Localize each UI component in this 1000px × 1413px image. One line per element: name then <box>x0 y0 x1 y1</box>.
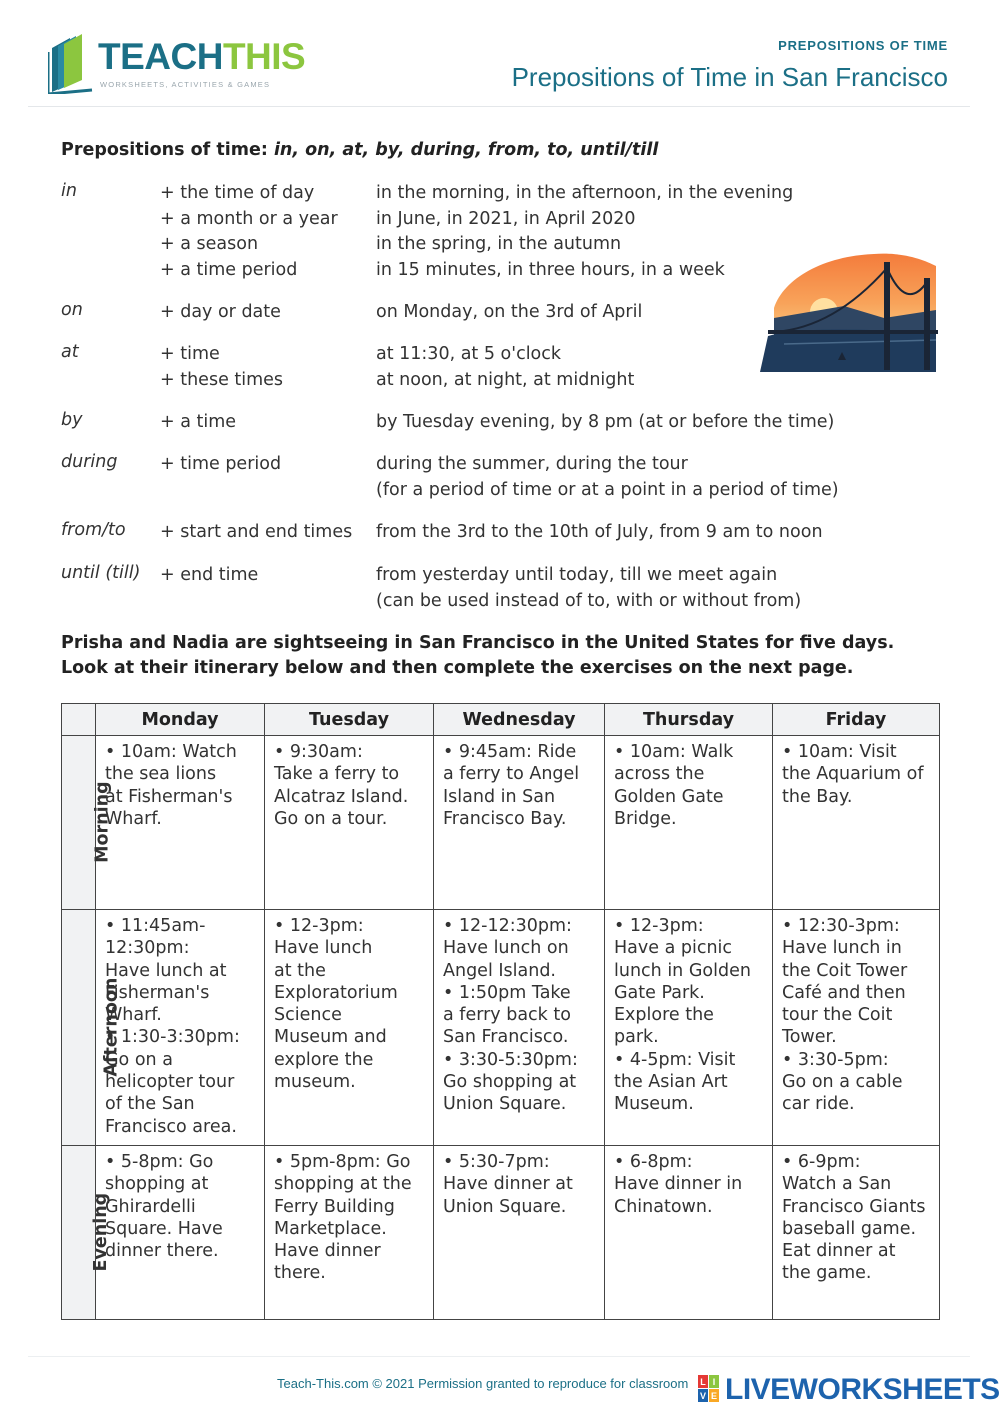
itinerary-entry-line: Chinatown. <box>614 1196 713 1217</box>
itinerary-entry-line: • 4-5pm: Visit <box>614 1049 736 1070</box>
itinerary-entry-line: • 11:45am- <box>105 916 206 936</box>
corner-cell <box>62 704 96 736</box>
itinerary-entry-line: the Coit Tower <box>782 960 908 981</box>
itinerary-entry-line: Take a ferry to <box>274 764 400 785</box>
itinerary-entry-line: a ferry to Angel <box>443 764 580 785</box>
itinerary-entry-line: Marketplace. <box>274 1218 387 1239</box>
preposition-example: during the summer, during the tour <box>376 454 688 474</box>
itinerary-entry-line: • 12-3pm: <box>274 916 364 936</box>
itinerary-entry-line: • 5pm-8pm: Go <box>274 1152 411 1172</box>
itinerary-cell <box>605 1146 773 1320</box>
itinerary-entry-line: Explore the <box>614 1005 714 1026</box>
itinerary-entry-line: • 3:30-5:30pm: <box>443 1049 578 1070</box>
itinerary-entry-line: Fisherman's <box>105 982 210 1003</box>
itinerary-entry-line: • 9:45am: Ride <box>443 742 577 762</box>
preposition-rule: + start and end times <box>160 522 353 542</box>
table-header-row <box>62 704 940 736</box>
itinerary-entry-line: Island in San <box>443 786 556 807</box>
itinerary-entry-line: explore the <box>274 1049 374 1070</box>
itinerary-entry-line: • 10am: Visit <box>782 742 897 762</box>
itinerary-entry-line: Have dinner at <box>443 1174 573 1195</box>
preposition-rule: + a time period <box>160 259 298 280</box>
lw-badge-letter: I <box>712 1377 716 1387</box>
itinerary-entry-line: the sea lions <box>105 764 217 785</box>
preposition-word: until (till) <box>61 563 141 583</box>
preposition-example: at noon, at night, at midnight <box>376 369 635 390</box>
liveworksheets-logo-icon <box>697 1374 721 1404</box>
period-label: Morning <box>92 781 113 864</box>
itinerary-entry-line: • 3:30-5pm: <box>782 1049 889 1070</box>
itinerary-entry-line: dinner there. <box>105 1241 219 1262</box>
day-header: Tuesday <box>265 704 434 736</box>
itinerary-entry-line: at the <box>274 960 326 981</box>
preposition-example: from the 3rd to the 10th of July, from 9 am to noon <box>376 522 823 542</box>
preposition-rule: + the time of day <box>160 183 315 203</box>
itinerary-entry-line: Have lunch on <box>443 938 569 959</box>
itinerary-row <box>62 910 940 1146</box>
itinerary-entry-line: Union Square. <box>443 1196 567 1217</box>
preposition-rule: + time <box>160 344 220 364</box>
itinerary-cell <box>96 1146 265 1320</box>
itinerary-cell <box>773 910 940 1146</box>
preposition-example: in 15 minutes, in three hours, in a week <box>376 259 725 280</box>
itinerary-entry-line: • 12-3pm: <box>614 916 704 936</box>
itinerary-entry-line: park. <box>614 1027 659 1048</box>
preposition-rule: + end time <box>160 565 259 585</box>
itinerary-entry-line: Have dinner <box>274 1241 381 1262</box>
preposition-example: (can be used instead of to, with or without from) <box>376 590 802 611</box>
itinerary-entry-line: Go on a tour. <box>274 808 388 829</box>
itinerary-entry-line: Watch a San <box>782 1174 892 1195</box>
itinerary-entry-line: Gate Park. <box>614 982 705 1003</box>
itinerary-entry-line: Francisco Bay. <box>443 808 567 829</box>
period-cell <box>62 736 113 910</box>
itinerary-entry-line: baseball game. <box>782 1218 917 1239</box>
itinerary-body <box>62 736 940 1320</box>
itinerary-cell <box>434 1146 605 1320</box>
itinerary-cell <box>605 736 773 910</box>
preposition-rule: + a season <box>160 234 259 254</box>
itinerary-entry-line: of the San <box>105 1094 195 1115</box>
preposition-rule: + these times <box>160 369 284 390</box>
worksheet-kicker: PREPOSITIONS OF TIME <box>778 38 948 53</box>
itinerary-entry-line: Angel Island. <box>443 960 556 981</box>
itinerary-entry-line: Wharf. <box>105 1005 162 1026</box>
period-label: Afternoon <box>101 978 122 1077</box>
itinerary-cell <box>605 910 773 1146</box>
itinerary-row <box>62 736 940 910</box>
itinerary-entry-line: Alcatraz Island. <box>274 786 409 807</box>
itinerary-entry-line: Go shopping at <box>443 1072 577 1093</box>
itinerary-entry-line: Bridge. <box>614 808 677 829</box>
day-header: Monday <box>96 704 265 736</box>
period-label: Evening <box>91 1193 112 1272</box>
itinerary-entry-line: Union Square. <box>443 1094 567 1115</box>
itinerary-entry-line: museum. <box>274 1072 356 1093</box>
itinerary-entry-line: Have dinner in <box>614 1174 743 1195</box>
itinerary-entry-line: Have lunch at <box>105 960 227 981</box>
itinerary-entry-line: Ferry Building <box>274 1196 395 1217</box>
itinerary-entry-line: Francisco area. <box>105 1116 237 1137</box>
itinerary-entry-line: • 10am: Watch <box>105 742 237 762</box>
preposition-example: by Tuesday evening, by 8 pm (at or before the time) <box>376 412 835 432</box>
itinerary-entry-line: • 6-9pm: <box>782 1152 861 1172</box>
lw-badge-letter: L <box>700 1377 706 1387</box>
itinerary-entry-line: San Francisco. <box>443 1027 569 1048</box>
intro-line: Prisha and Nadia are sightseeing in San Francisco in the United States for five days. <box>61 633 895 653</box>
itinerary-entry-line: • 5-8pm: Go <box>105 1152 214 1172</box>
itinerary-entry-line: Golden Gate <box>614 786 724 807</box>
itinerary-entry-line: Have lunch <box>274 938 373 959</box>
prepositions-heading: Prepositions of time: in, on, at, by, during, from, to, until/till <box>61 140 659 160</box>
preposition-word: on <box>61 300 83 320</box>
period-cell <box>62 1146 112 1320</box>
preposition-example: from yesterday until today, till we meet again <box>376 565 778 585</box>
itinerary-entry-line: • 1:30-3:30pm: <box>105 1027 240 1048</box>
day-header: Wednesday <box>434 704 605 736</box>
itinerary-entry-line: shopping at <box>105 1174 209 1195</box>
itinerary-entry-line: helicopter tour <box>105 1072 235 1093</box>
preposition-rule: + a month or a year <box>160 208 338 229</box>
itinerary-entry-line: Science <box>274 1005 342 1026</box>
itinerary-cell <box>434 910 605 1146</box>
teach-this-logo-icon <box>48 34 100 94</box>
itinerary-entry-line: Wharf. <box>105 808 162 829</box>
itinerary-entry-line: Museum and <box>274 1027 387 1048</box>
itinerary-entry-line: across the <box>614 764 705 785</box>
itinerary-entry-line: Café and then <box>782 982 906 1003</box>
itinerary-entry-line: the Asian Art <box>614 1072 728 1093</box>
header-divider <box>28 106 970 107</box>
itinerary-entry-line: • 10am: Walk <box>614 742 734 762</box>
golden-gate-bridge-illustration <box>754 248 938 372</box>
itinerary-entry-line: Go on a <box>105 1049 173 1070</box>
itinerary-cell <box>265 736 434 910</box>
preposition-word: from/to <box>61 520 126 540</box>
page-title: Prepositions of Time in San Francisco <box>511 62 948 92</box>
itinerary-entry-line: tour the Coit <box>782 1005 893 1026</box>
lw-badge-letter: E <box>710 1391 718 1401</box>
itinerary-cell <box>773 1146 940 1320</box>
preposition-example: in June, in 2021, in April 2020 <box>376 208 636 229</box>
itinerary-entry-line: Have lunch in <box>782 938 902 959</box>
itinerary-entry-line: • 12:30-3pm: <box>782 916 900 936</box>
itinerary-cell <box>773 736 940 910</box>
preposition-word: at <box>61 342 79 362</box>
itinerary-cell <box>434 736 605 910</box>
itinerary-cell <box>265 1146 434 1320</box>
itinerary-entry-line: a ferry back to <box>443 1005 571 1026</box>
preposition-rule: + time period <box>160 454 282 474</box>
preposition-example: in the spring, in the autumn <box>376 234 622 254</box>
itinerary-intro <box>61 631 894 681</box>
itinerary-entry-line: • 5:30-7pm: <box>443 1152 550 1172</box>
liveworksheets-brand: LIVEWORKSHEETS <box>725 1373 1000 1406</box>
itinerary-entry-line: lunch in Golden <box>614 960 751 981</box>
preposition-rule: + a time <box>160 412 237 432</box>
itinerary-entry-line: the Bay. <box>782 786 853 807</box>
itinerary-entry-line: car ride. <box>782 1094 855 1115</box>
itinerary-cell <box>265 910 434 1146</box>
itinerary-cell <box>96 736 265 910</box>
itinerary-table <box>61 703 940 1320</box>
intro-line: Look at their itinerary below and then complete the exercises on the next page. <box>61 658 854 678</box>
itinerary-entry-line: • 9:30am: <box>274 742 363 762</box>
itinerary-entry-line: Museum. <box>614 1094 694 1115</box>
itinerary-entry-line: Eat dinner at <box>782 1241 896 1262</box>
footer-divider <box>28 1356 970 1357</box>
itinerary-entry-line: at Fisherman's <box>105 786 233 807</box>
itinerary-entry-line: the game. <box>782 1263 872 1284</box>
itinerary-entry-line: shopping at the <box>274 1174 412 1195</box>
preposition-word: in <box>61 181 77 201</box>
itinerary-entry-line: Square. Have <box>105 1218 223 1239</box>
itinerary-entry-line: the Aquarium of <box>782 764 924 785</box>
preposition-example: (for a period of time or at a point in a period of time) <box>376 479 839 500</box>
itinerary-entry-line: Ghirardelli <box>105 1196 196 1217</box>
day-header: Friday <box>773 704 940 736</box>
itinerary-entry-line: Francisco Giants <box>782 1196 926 1217</box>
preposition-example: at 11:30, at 5 o'clock <box>376 344 562 364</box>
lw-badge-letter: V <box>699 1391 707 1401</box>
preposition-example: on Monday, on the 3rd of April <box>376 302 643 322</box>
itinerary-entry-line: • 6-8pm: <box>614 1152 693 1172</box>
itinerary-entry-line: • 12-12:30pm: <box>443 916 572 936</box>
day-header: Thursday <box>605 704 773 736</box>
period-cell <box>62 910 122 1146</box>
itinerary-row <box>62 1146 940 1320</box>
itinerary-entry-line: Exploratorium <box>274 982 398 1003</box>
logo-tagline: WORKSHEETS, ACTIVITIES & GAMES <box>100 80 271 89</box>
itinerary-entry-line: Have a picnic <box>614 938 733 959</box>
teach-this-logo-text: TEACHTHIS <box>98 36 306 77</box>
preposition-word: by <box>61 410 83 430</box>
copyright-notice: Teach-This.com © 2021 Permission granted to reproduce for classroom <box>277 1376 689 1391</box>
preposition-word: during <box>61 452 118 472</box>
itinerary-entry-line: there. <box>274 1263 326 1284</box>
itinerary-entry-line: • 1:50pm Take <box>443 982 571 1003</box>
preposition-example: in the morning, in the afternoon, in the evening <box>376 183 794 203</box>
itinerary-entry-line: 12:30pm: <box>105 938 190 959</box>
preposition-rule: + day or date <box>160 302 281 322</box>
itinerary-entry-line: Tower. <box>782 1027 837 1048</box>
itinerary-entry-line: Go on a cable <box>782 1072 903 1093</box>
